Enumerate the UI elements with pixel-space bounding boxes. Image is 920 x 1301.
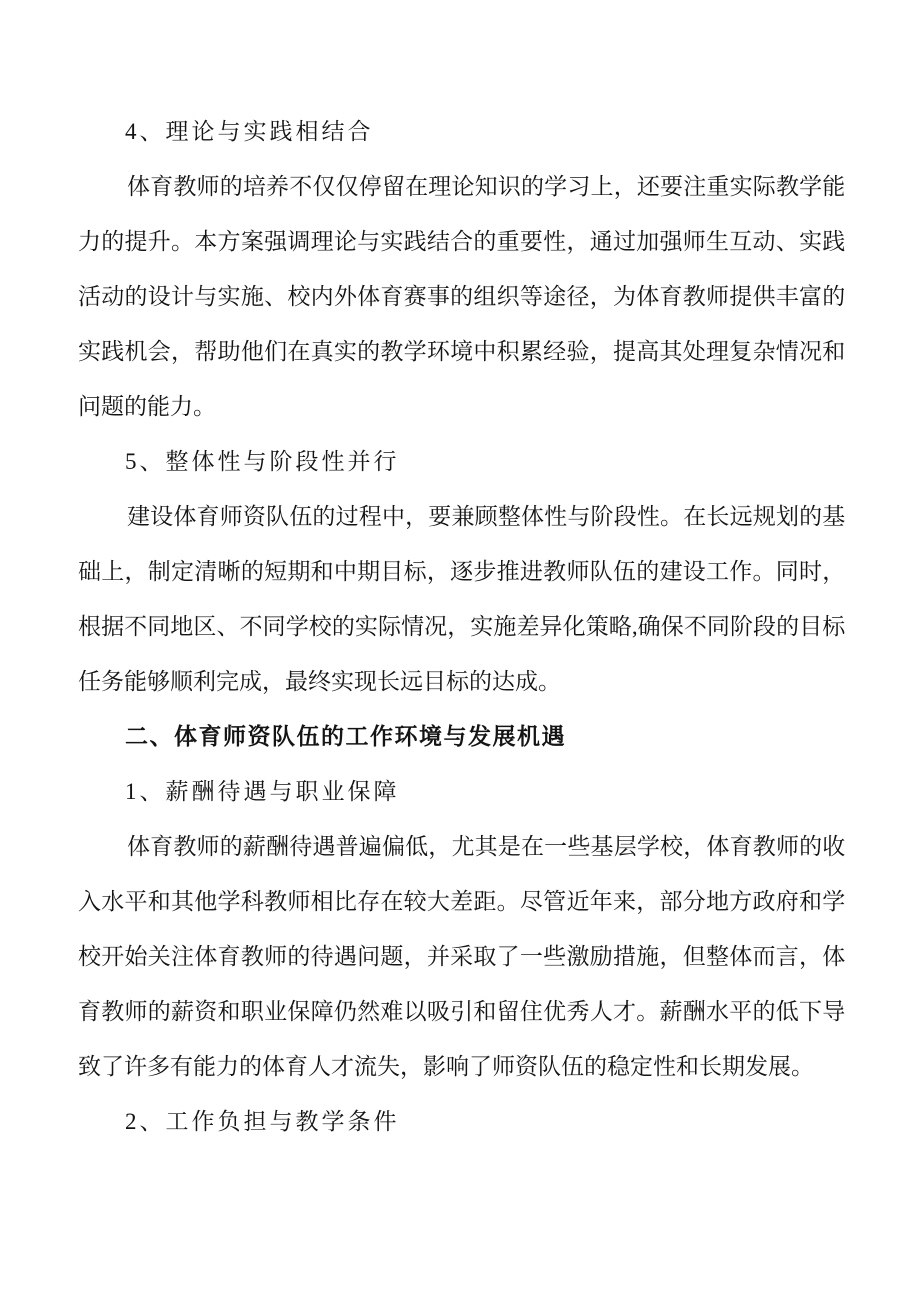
- paragraph-integrity-stages: [78, 489, 845, 709]
- paragraph-line: 根据不同地区、不同学校的实际情况，实施差异化策略,确保不同阶段的目标: [78, 614, 845, 639]
- paragraph-theory-practice: [78, 159, 845, 434]
- paragraph-line: 育教师的薪资和职业保障仍然难以吸引和留住优秀人才。薪酬水平的低下导: [78, 999, 845, 1024]
- paragraph-line: 力的提升。本方案强调理论与实践结合的重要性，通过加强师生互动、实践: [78, 229, 845, 254]
- paragraph-line: 体育教师的薪酬待遇普遍偏低，尤其是在一些基层学校，体育教师的收: [127, 834, 845, 859]
- paragraph-line: 活动的设计与实施、校内外体育赛事的组织等途径，为体育教师提供丰富的: [78, 284, 845, 309]
- subheading-5-integrity-stages: 5、整体性与阶段性并行: [125, 449, 400, 474]
- document-content: [78, 104, 845, 1149]
- subheading-2-workload-conditions: 2、工作负担与教学条件: [125, 1109, 400, 1134]
- paragraph-line: 校开始关注体育教师的待遇问题，并采取了一些激励措施，但整体而言，体: [78, 944, 845, 969]
- paragraph-line: 体育教师的培养不仅仅停留在理论知识的学习上，还要注重实际教学能: [127, 174, 845, 199]
- paragraph-line: 建设体育师资队伍的过程中，要兼顾整体性与阶段性。在长远规划的基: [127, 504, 845, 529]
- paragraph-line: 础上，制定清晰的短期和中期目标，逐步推进教师队伍的建设工作。同时，: [78, 559, 845, 584]
- subheading-4-theory-practice: 4、理论与实践相结合: [125, 119, 374, 144]
- paragraph-line: 实践机会，帮助他们在真实的教学环境中积累经验，提高其处理复杂情况和: [78, 339, 845, 364]
- subheading-1-salary-security: 1、薪酬待遇与职业保障: [125, 779, 400, 804]
- paragraph-salary-security: [78, 819, 845, 1094]
- paragraph-line: 入水平和其他学科教师相比存在较大差距。尽管近年来，部分地方政府和学: [78, 889, 845, 914]
- paragraph-line: 问题的能力。: [78, 394, 216, 419]
- paragraph-line: 致了许多有能力的体育人才流失，影响了师资队伍的稳定性和长期发展。: [78, 1054, 814, 1079]
- paragraph-line: 任务能够顺利完成，最终实现长远目标的达成。: [78, 669, 561, 694]
- section-heading-2-work-environment: 二、体育师资队伍的工作环境与发展机遇: [125, 724, 566, 749]
